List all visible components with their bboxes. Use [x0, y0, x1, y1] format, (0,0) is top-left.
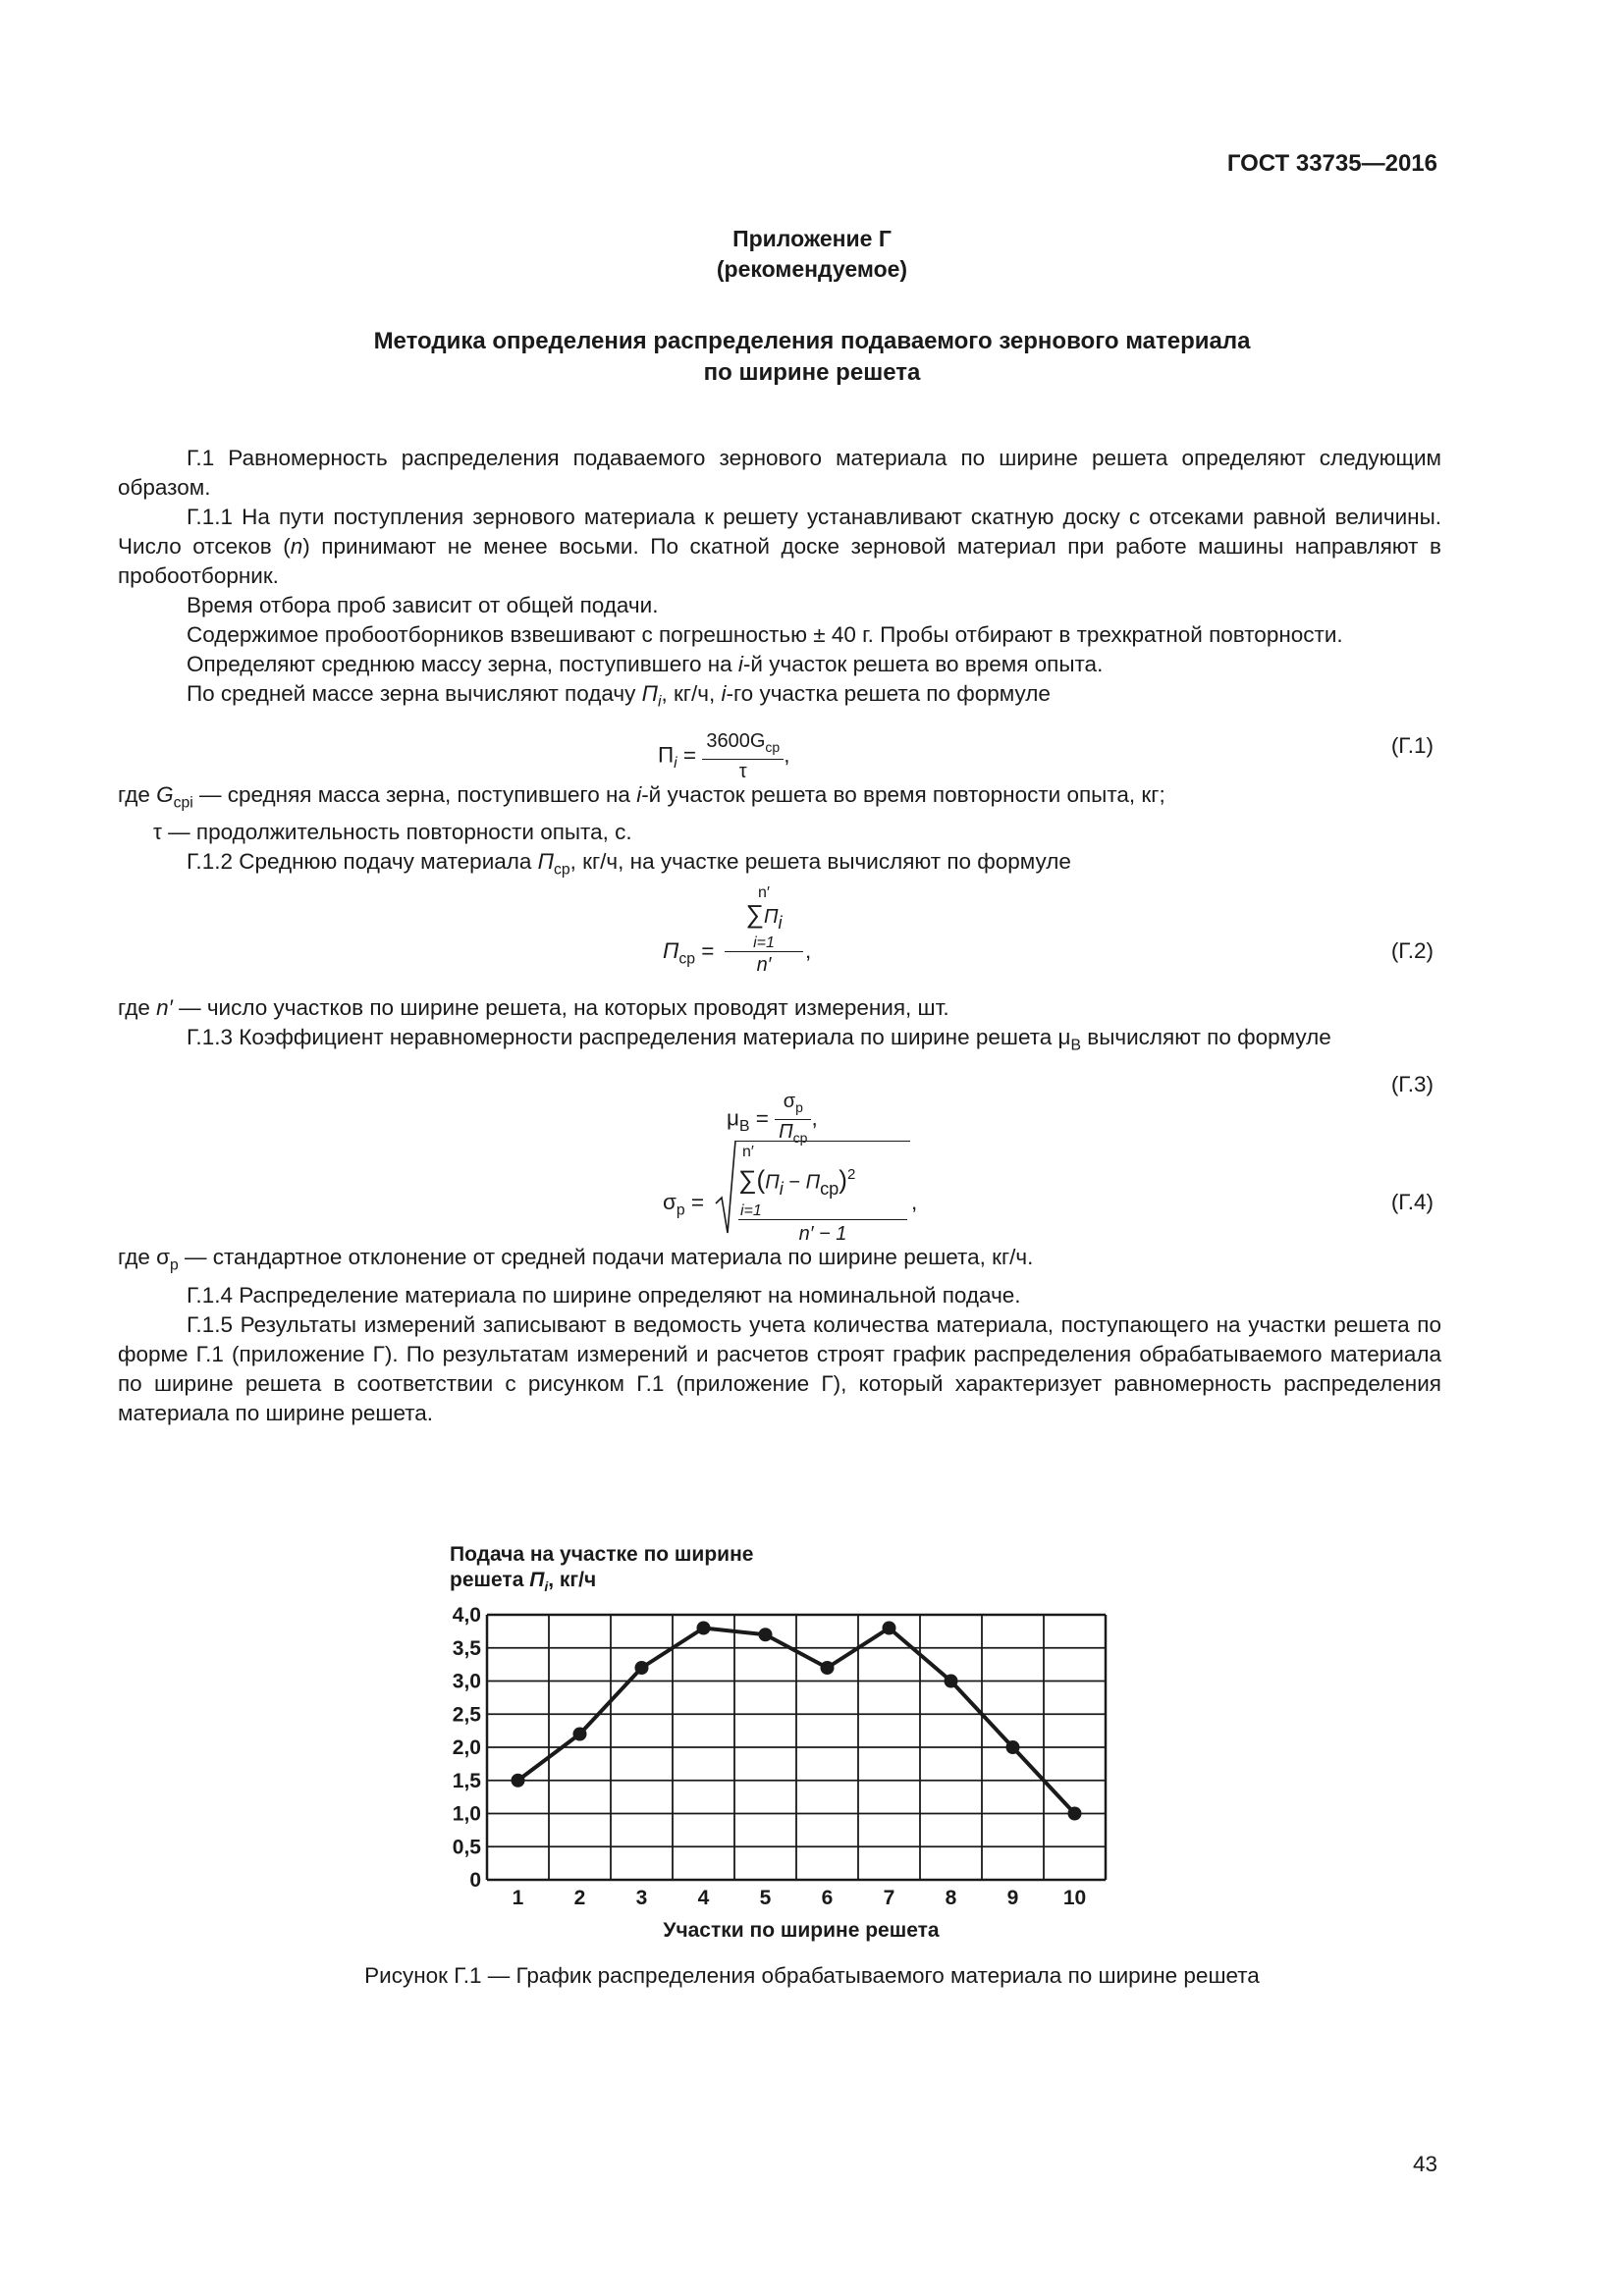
- paragraph-weighing: Содержимое пробоотборников взвешивают с погрешностью ± 40 г. Пробы отбирают в трехкратной повторности.: [187, 622, 1343, 647]
- paragraph-mean-mass: Определяют среднюю массу зерна, поступившего на i-й участок решета во время опыта.: [187, 652, 1104, 676]
- section-title: [0, 326, 1624, 389]
- chart-title-line1: Подача на участке по ширине: [450, 1543, 754, 1566]
- y-tick-label: 2,0: [452, 1736, 481, 1759]
- section-title-line2: по ширине решета: [703, 359, 921, 386]
- where-n: где n′ — число участков по ширине решета, на которых проводят измерения, шт.: [118, 994, 949, 1020]
- paragraph-g1-5: Г.1.5 Результаты измерений записывают в ведомость учета количества материала, поступающего на участки решета по форме Г.1 (приложение Г). По результатам измерений и расчетов строят график распределения обрабатываемого материала по ширине решета в соответствии с рисунком Г.1 (приложение Г), который характеризует равномерность распределения материала по ширине решета.: [118, 1311, 1441, 1425]
- paragraph-g1-2: Г.1.2 Среднюю подачу материала $П_{ср}$, кг/ч, на участке решета вычисляют по формуле: [187, 849, 1071, 879]
- formula-g2-number: (Г.2): [1390, 937, 1434, 963]
- y-tick-label: 2,5: [452, 1703, 481, 1727]
- where-tau: τ — продолжительность повторности опыта, с.: [153, 820, 632, 844]
- where-g: где $G_{cpi}$ — средняя масса зерна, поступившего на i-й участок решета во время повторности опыта, кг;: [118, 781, 1165, 811]
- x-tick-label: 10: [1062, 1887, 1087, 1909]
- chart-x-label: Участки по ширине решета: [663, 1919, 940, 1942]
- data-point: [883, 1622, 896, 1635]
- formula-g4: $\sigma_р$ = n′ $\sum(П_i - П_{ср})^2$ i=1 n′ − 1 , (Г.4): [118, 1139, 1441, 1243]
- x-tick-label: 9: [1006, 1887, 1019, 1909]
- paragraph-feed-formula-intro: По средней массе зерна вычисляют подачу $П_i$, кг/ч, i-го участка решета по формуле: [187, 681, 1051, 711]
- section-title-line1: Методика определения распределения подаваемого зернового материала: [373, 328, 1251, 354]
- data-point: [635, 1661, 649, 1675]
- formula-g2: $П_{ср}$ = n′ $\sum П_i$ i=1 n′ , (Г.2): [663, 883, 1434, 976]
- appendix-heading: [0, 224, 1624, 285]
- data-point: [945, 1675, 958, 1688]
- appendix-kind: (рекомендуемое): [716, 256, 908, 282]
- paragraph-sampling-time: Время отбора проб зависит от общей подачи.: [187, 593, 659, 617]
- data-point: [759, 1628, 773, 1641]
- paragraph-g1: Г.1 Равномерность распределения подаваемого зернового материала по ширине решета определяют следующим образом.: [118, 446, 1441, 500]
- x-tick-label: 2: [573, 1887, 586, 1909]
- data-point: [512, 1774, 525, 1788]
- appendix-title: Приложение Г: [732, 226, 892, 251]
- paragraph-g1-1: Г.1.1 На пути поступления зернового материала к решету устанавливают скатную доску с отсеками равной величины. Число отсеков (n) принимают не менее восьми. По скатной доске зерновой материал при работе машины направляют в пробоотборник.: [118, 505, 1441, 588]
- data-point: [573, 1728, 587, 1741]
- page-number: 43: [1412, 2152, 1437, 2176]
- chart-title-line2: решета $П_i$, кг/ч: [450, 1569, 597, 1594]
- y-tick-label: 3,5: [452, 1636, 481, 1660]
- formula-g1-number: (Г.1): [1390, 732, 1434, 758]
- paragraph-g1-3: Г.1.3 Коэффициент неравномерности распределения материала по ширине решета $\mu_В$ вычисляют по формуле: [187, 1024, 1331, 1053]
- x-tick-label: 6: [821, 1887, 834, 1909]
- formula-g3: $\mu_В$ = $\frac{\sigma_р}{П_{ср}}$ , (Г.3): [727, 1072, 1434, 1146]
- x-tick-label: 7: [883, 1887, 895, 1909]
- data-point: [821, 1661, 835, 1675]
- x-tick-label: 4: [697, 1887, 710, 1909]
- y-tick-label: 0,5: [452, 1836, 481, 1859]
- x-tick-label: 3: [635, 1887, 648, 1909]
- formula-g4-number: (Г.4): [1390, 1190, 1434, 1214]
- y-tick-label: 1,5: [452, 1769, 481, 1792]
- y-tick-label: 0: [469, 1869, 481, 1892]
- formula-g3-number: (Г.3): [1390, 1072, 1434, 1096]
- y-tick-label: 1,0: [452, 1802, 481, 1826]
- standard-number: ГОСТ 33735—2016: [1226, 150, 1437, 177]
- radical-sign: [714, 1139, 737, 1237]
- formula-g1: $П_i$ = $\frac{3600G_{cp}}{\tau}$ , (Г.1): [658, 729, 1434, 782]
- paragraph-g1-4: Г.1.4 Распределение материала по ширине определяют на номинальной подаче.: [187, 1282, 1021, 1308]
- x-tick-label: 1: [512, 1887, 524, 1909]
- data-point: [1006, 1740, 1020, 1754]
- document-body: [118, 444, 1441, 1428]
- y-tick-label: 3,0: [452, 1670, 481, 1693]
- x-tick-label: 8: [945, 1887, 957, 1909]
- distribution-chart: [432, 1536, 1139, 1949]
- y-tick-label: 4,0: [452, 1604, 481, 1627]
- data-point: [1068, 1807, 1082, 1821]
- figure-caption: Рисунок Г.1 — График распределения обрабатываемого материала по ширине решета: [364, 1963, 1260, 1988]
- where-sigma: где $\sigma_р$ — стандартное отклонение от средней подачи материала по ширине решета, кг/ч.: [118, 1245, 1034, 1274]
- x-tick-label: 5: [759, 1887, 772, 1909]
- data-point: [697, 1622, 711, 1635]
